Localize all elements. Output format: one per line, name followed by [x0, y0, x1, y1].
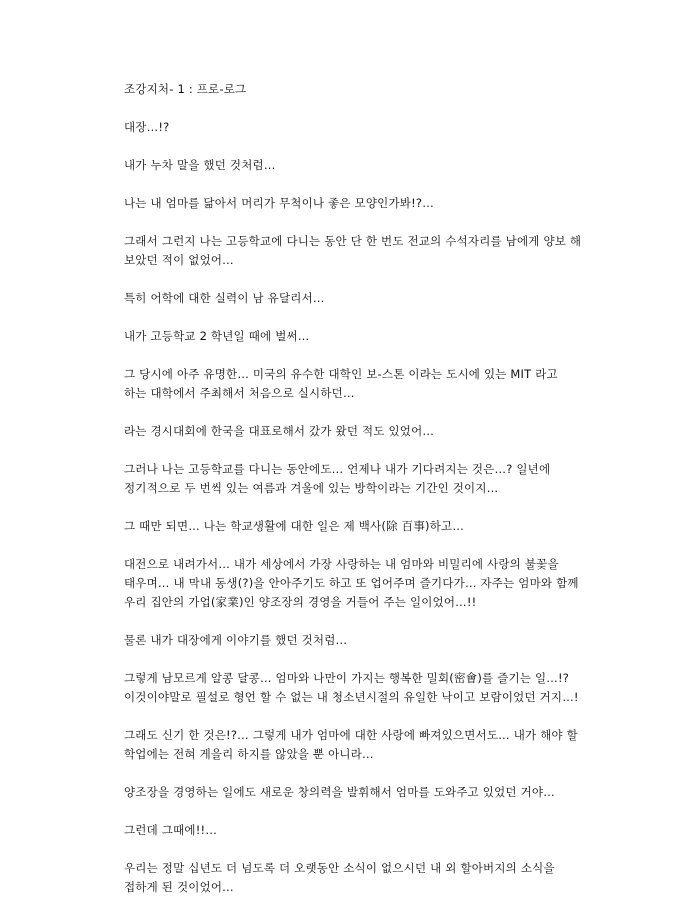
paragraph: 특히 어학에 대한 실력이 남 유달리서… [124, 291, 325, 305]
document-title: 조강지처- 1 : 프로-로그 [124, 82, 247, 96]
paragraph: 내가 고등학교 2 학년일 때에 벌써… [124, 329, 310, 343]
paragraph: 물론 내가 대장에게 이야기를 했던 것처럼… [124, 633, 348, 647]
paragraph: 그래도 신기 한 것은!?… 그렇게 내가 엄마에 대한 사랑에 빠져있으면서도… 내가 해야 할 학업에는 전혀 게을리 하지를 않았을 뿐 아니라… [124, 728, 578, 761]
paragraph: 라는 경시대회에 한국을 대표로해서 갔가 왔던 적도 있었어… [124, 424, 435, 438]
paragraph: 그런데 그때에!!… [124, 823, 218, 837]
paragraph: 양조장을 경영하는 일에도 새로운 창의력을 발휘해서 엄마를 도와주고 있었던 거야… [124, 785, 555, 799]
paragraph: 그 당시에 아주 유명한… 미국의 유수한 대학인 보-스톤 이라는 도시에 있는 MIT 라고 하는 대학에서 주최해서 처음으로 실시하던… [124, 367, 558, 400]
paragraph: 그 때만 되면… 나는 학교생활에 대한 일은 제 백사(除 百事)하고… [124, 519, 465, 533]
paragraph: 대장…!? [124, 120, 170, 134]
paragraph: 그러나 나는 고등학교를 다니는 동안에도… 언제나 내가 기다려지는 것은…? 일년에 정기적으로 두 번씩 있는 여름과 겨울에 있는 방학이라는 기간인 것이지… [124, 462, 551, 495]
paragraph: 그래서 그런지 나는 고등학교에 다니는 동안 단 한 번도 전교의 수석자리를 남에게 양보 해 보았던 적이 없었어… [124, 234, 582, 267]
paragraph: 나는 내 엄마를 닮아서 머리가 무척이나 좋은 모양인가봐!?… [124, 196, 434, 210]
paragraph: 우리는 정말 십년도 더 넘도록 더 오랫동안 소식이 없으시던 내 외 할아버지의 소식을 접하게 된 것이었어… [124, 861, 555, 894]
paragraph: 대전으로 내려가서… 내가 세상에서 가장 사랑하는 내 엄마와 비밀리에 사랑의 불꽃을 태우며… 내 막내 동생(?)을 안아주기도 하고 또 업어주며 즐기다가… 자주는 엄마와 함께 우리 집안의 가업(家業)인 양조장의 경영을 거들어 주는 일이었어…!! [124, 557, 579, 609]
paragraph: 그렇게 남모르게 알콩 달콩… 엄마와 나만이 가지는 행복한 밀회(密會)를 즐기는 일…!? 이것이야말로 필설로 형언 할 수 없는 내 청소년시절의 유일한 낙이고 보람이었던 거지…! [124, 671, 579, 704]
document-body [124, 80, 584, 916]
paragraph: 내가 누차 말을 했던 것처럼… [124, 158, 276, 172]
